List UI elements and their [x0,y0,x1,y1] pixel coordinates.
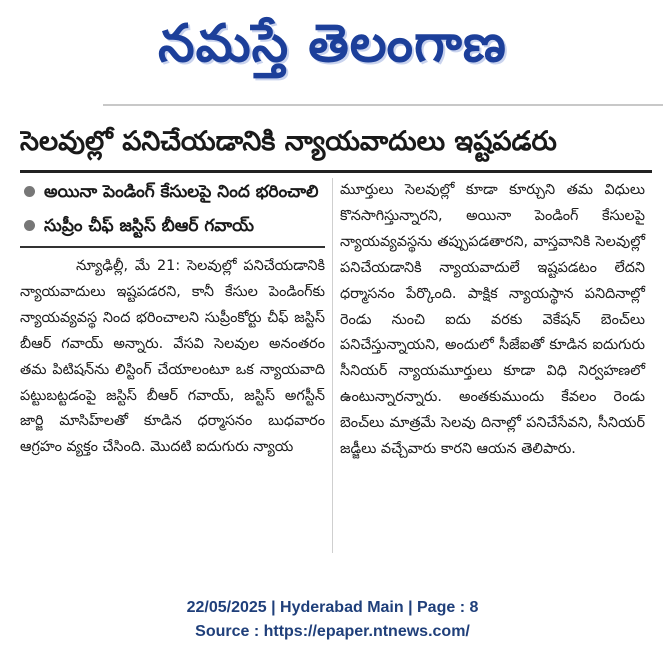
subhead-1-text: అయినా పెండింగ్ కేసులపై నింద భరించాలి [44,182,319,202]
subhead-2-text: సుప్రీం చీఫ్ జస్టిస్ బీఆర్ గవాయ్ [44,216,254,236]
newspaper-logo: నమస్తే తెలంగాణ [158,14,507,74]
footer-source-link[interactable]: Source : https://epaper.ntnews.com/ [195,623,470,640]
article-column-right [340,178,645,463]
headline-rule [20,170,652,173]
footer-edition-line: 22/05/2025 | Hyderabad Main | Page : 8 [186,599,479,616]
article-column-left [20,178,325,461]
article-body-right: మూర్తులు సెలవుల్లో కూడా కూర్చుని తమ విధులు కొనసాగిస్తున్నారని, అయినా పెండింగ్ కేసులపై న్యాయవ్యవస్థను తప్పుపడతారని, వాస్తవానికి సెలవుల్లో పనిచేయడానికి న్యాయవాదులే ఇష్టపడటం లేదని ధర్మాసనం పేర్కొంది. పాక్షిక న్యాయస్థాన పనిదినాల్లో రెండు నుంచి ఐదు వరకు వెకేషన్ బెంచ్‌లు పనిచేస్తున్నాయని, అందులో సీజేఐతో కూడిన ఐదుగురు సీనియర్ న్యాయమూర్తులు కూడా విధి నిర్వహణలో ఉంటున్నారన్నారు. అంతకుముందు కేవలం రెండు బెంచ్‌లు మాత్రమే సెలవు దినాల్లో పనిచేసేవని, సీనియర్ జడ్జీలు వచ్చేవారు కారని ఆయన తెలిపారు. [340,182,645,458]
masthead [0,0,665,98]
article-body-left: న్యూఢిల్లీ, మే 21: సెలవుల్లో పనిచేయడానికి న్యాయవాదులు ఇష్టపడరని, కానీ కేసుల పెండింగ్‌కు న్యాయవ్యవస్థ నింద భరించాలని సుప్రీంకోర్టు చీఫ్ జస్టిస్ బీఆర్ గవాయ్ అన్నారు. వేసవి సెలవుల అనంతరం తమ పిటిషన్‌ను లిస్టింగ్ చేయాలంటూ ఒక న్యాయవాది పట్టుబట్టడంపై జస్టిస్ బీఆర్ గవాయ్, జస్టిస్ అగస్టీన్ జార్జి మాసిహ్‌లతో కూడిన ధర్మాసనం బుధవారం ఆగ్రహం వ్యక్తం చేసింది. మొదటి ఐదుగురు న్యాయ [20,258,325,456]
masthead-rule [103,104,663,106]
subhead-2 [20,212,325,240]
bullet-dot-icon [24,186,35,197]
subhead-1 [20,178,325,206]
subhead-rule [20,246,325,248]
column-divider [332,178,333,553]
page-footer [0,596,665,644]
article-headline: సెలవుల్లో పనిచేయడానికి న్యాయవాదులు ఇష్టపడరు [20,126,557,157]
bullet-dot-icon [24,220,35,231]
